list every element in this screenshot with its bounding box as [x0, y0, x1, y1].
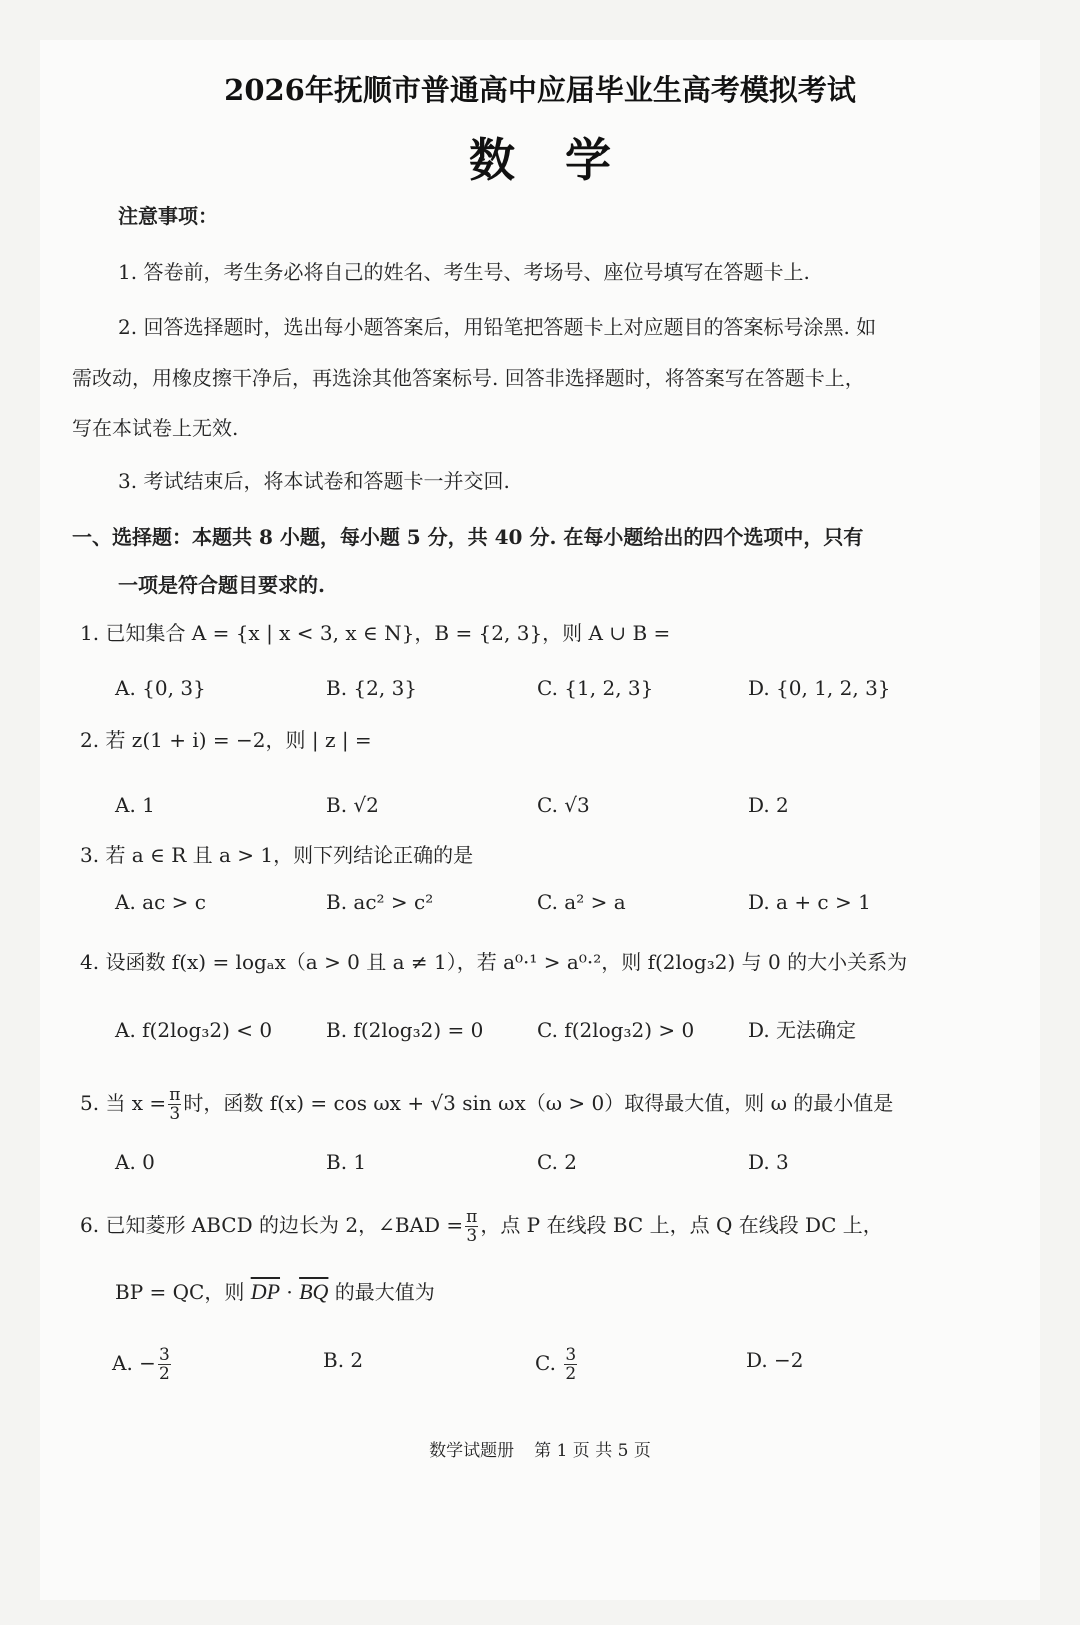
dot-operator: · [280, 1280, 300, 1304]
option-label: D. [746, 1348, 768, 1372]
q6-option-d [746, 1346, 804, 1374]
q6-stem-pre: 6. 已知菱形 ABCD 的边长为 2，∠BAD = [80, 1213, 464, 1237]
q6-stem2-pre: BP = QC，则 [115, 1280, 251, 1304]
denominator: 3 [169, 1104, 181, 1124]
q5-option-d: D. 3 [748, 1150, 789, 1174]
question-5-stem [80, 1086, 893, 1123]
question-3-stem: 3. 若 a ∈ R 且 a > 1，则下列结论正确的是 [80, 843, 474, 867]
q1-option-b: B. {2, 3} [326, 676, 418, 700]
option-fraction [158, 1346, 171, 1383]
q3-option-b: B. ac² > c² [326, 890, 434, 914]
q3-option-c: C. a² > a [537, 890, 626, 914]
q5-option-a: A. 0 [115, 1150, 155, 1174]
q2-option-d: D. 2 [748, 793, 789, 817]
notes-heading: 注意事项： [118, 204, 218, 228]
q6-fraction [465, 1208, 478, 1245]
footer-book-name: 数学试题册 [429, 1441, 515, 1461]
numerator: π [466, 1207, 478, 1227]
numerator: 3 [565, 1345, 577, 1365]
option-fraction [564, 1346, 577, 1383]
q4-option-b: B. f(2log₃2) = 0 [326, 1018, 484, 1042]
q4-option-d: D. 无法确定 [748, 1018, 857, 1042]
q6-stem-post: ，点 P 在线段 BC 上，点 Q 在线段 DC 上， [480, 1213, 883, 1237]
question-6-stem [80, 1208, 883, 1245]
q6-option-b [323, 1346, 363, 1374]
q5-stem-post: 时，函数 f(x) = cos ωx + √3 sin ωx（ω > 0）取得最大值，则 ω 的最小值是 [183, 1091, 894, 1115]
subject-title: 数学 [469, 133, 661, 187]
q3-option-a: A. ac > c [115, 890, 206, 914]
denominator: 3 [466, 1226, 478, 1246]
q3-option-d: D. a + c > 1 [748, 890, 871, 914]
footer-page-number: 第 1 页 共 5 页 [534, 1441, 651, 1461]
question-1-stem: 1. 已知集合 A = {x | x < 3, x ∈ N}，B = {2, 3}，则 A ∪ B = [80, 621, 671, 645]
q6-option-a [112, 1346, 173, 1383]
q6-stem2-post: 的最大值为 [328, 1280, 435, 1304]
q5-option-c: C. 2 [537, 1150, 578, 1174]
note-3: 3. 考试结束后，将本试卷和答题卡一并交回. [118, 469, 510, 493]
vector-bq: $\overline{BQ}$ [299, 1279, 329, 1304]
option-sign: − [139, 1351, 156, 1375]
q6-option-c [535, 1346, 579, 1383]
q2-option-a: A. 1 [115, 793, 155, 817]
option-label: C. [535, 1351, 556, 1375]
note-2-cont: 需改动，用橡皮擦干净后，再选涂其他答案标号. 回答非选择题时，将答案写在答题卡上， [72, 366, 865, 390]
note-2: 2. 回答选择题时，选出每小题答案后，用铅笔把答题卡上对应题目的答案标号涂黑. 如 [118, 315, 877, 339]
section-heading: 一、选择题：本题共 8 小题，每小题 5 分，共 40 分. 在每小题给出的四个选项中，只有 [72, 525, 864, 549]
section-heading-cont: 一项是符合题目要求的. [118, 573, 325, 597]
numerator: 3 [158, 1345, 170, 1365]
option-label: B. [323, 1348, 345, 1372]
denominator: 2 [158, 1364, 170, 1384]
question-6-stem-cont [115, 1278, 435, 1306]
numerator: π [169, 1085, 181, 1105]
option-value: −2 [774, 1348, 804, 1372]
q4-option-a: A. f(2log₃2) < 0 [115, 1018, 273, 1042]
q1-option-d: D. {0, 1, 2, 3} [748, 676, 891, 700]
exam-title: 2026年抚顺市普通高中应届毕业生高考模拟考试 [224, 73, 856, 107]
vector-dp: $\overline{DP}$ [250, 1279, 281, 1304]
q1-option-a: A. {0, 3} [115, 676, 206, 700]
note-1: 1. 答卷前，考生务必将自己的姓名、考生号、考场号、座位号填写在答题卡上. [118, 260, 810, 284]
q4-option-c: C. f(2log₃2) > 0 [537, 1018, 695, 1042]
option-label: A. [112, 1351, 133, 1375]
page-footer [0, 1437, 1080, 1465]
q5-stem-pre: 5. 当 x = [80, 1091, 167, 1115]
q2-option-c: C. √3 [537, 793, 590, 817]
q2-option-b: B. √2 [326, 793, 379, 817]
option-value: 2 [350, 1348, 364, 1372]
q5-fraction [168, 1086, 181, 1123]
question-4-stem: 4. 设函数 f(x) = logₐx（a > 0 且 a ≠ 1），若 a⁰·¹ > a⁰·²，则 f(2log₃2) 与 0 的大小关系为 [80, 950, 908, 974]
question-2-stem: 2. 若 z(1 + i) = −2，则 | z | = [80, 728, 372, 752]
q1-option-c: C. {1, 2, 3} [537, 676, 654, 700]
q5-option-b: B. 1 [326, 1150, 367, 1174]
note-2-end: 写在本试卷上无效. [72, 416, 239, 440]
denominator: 2 [565, 1364, 577, 1384]
